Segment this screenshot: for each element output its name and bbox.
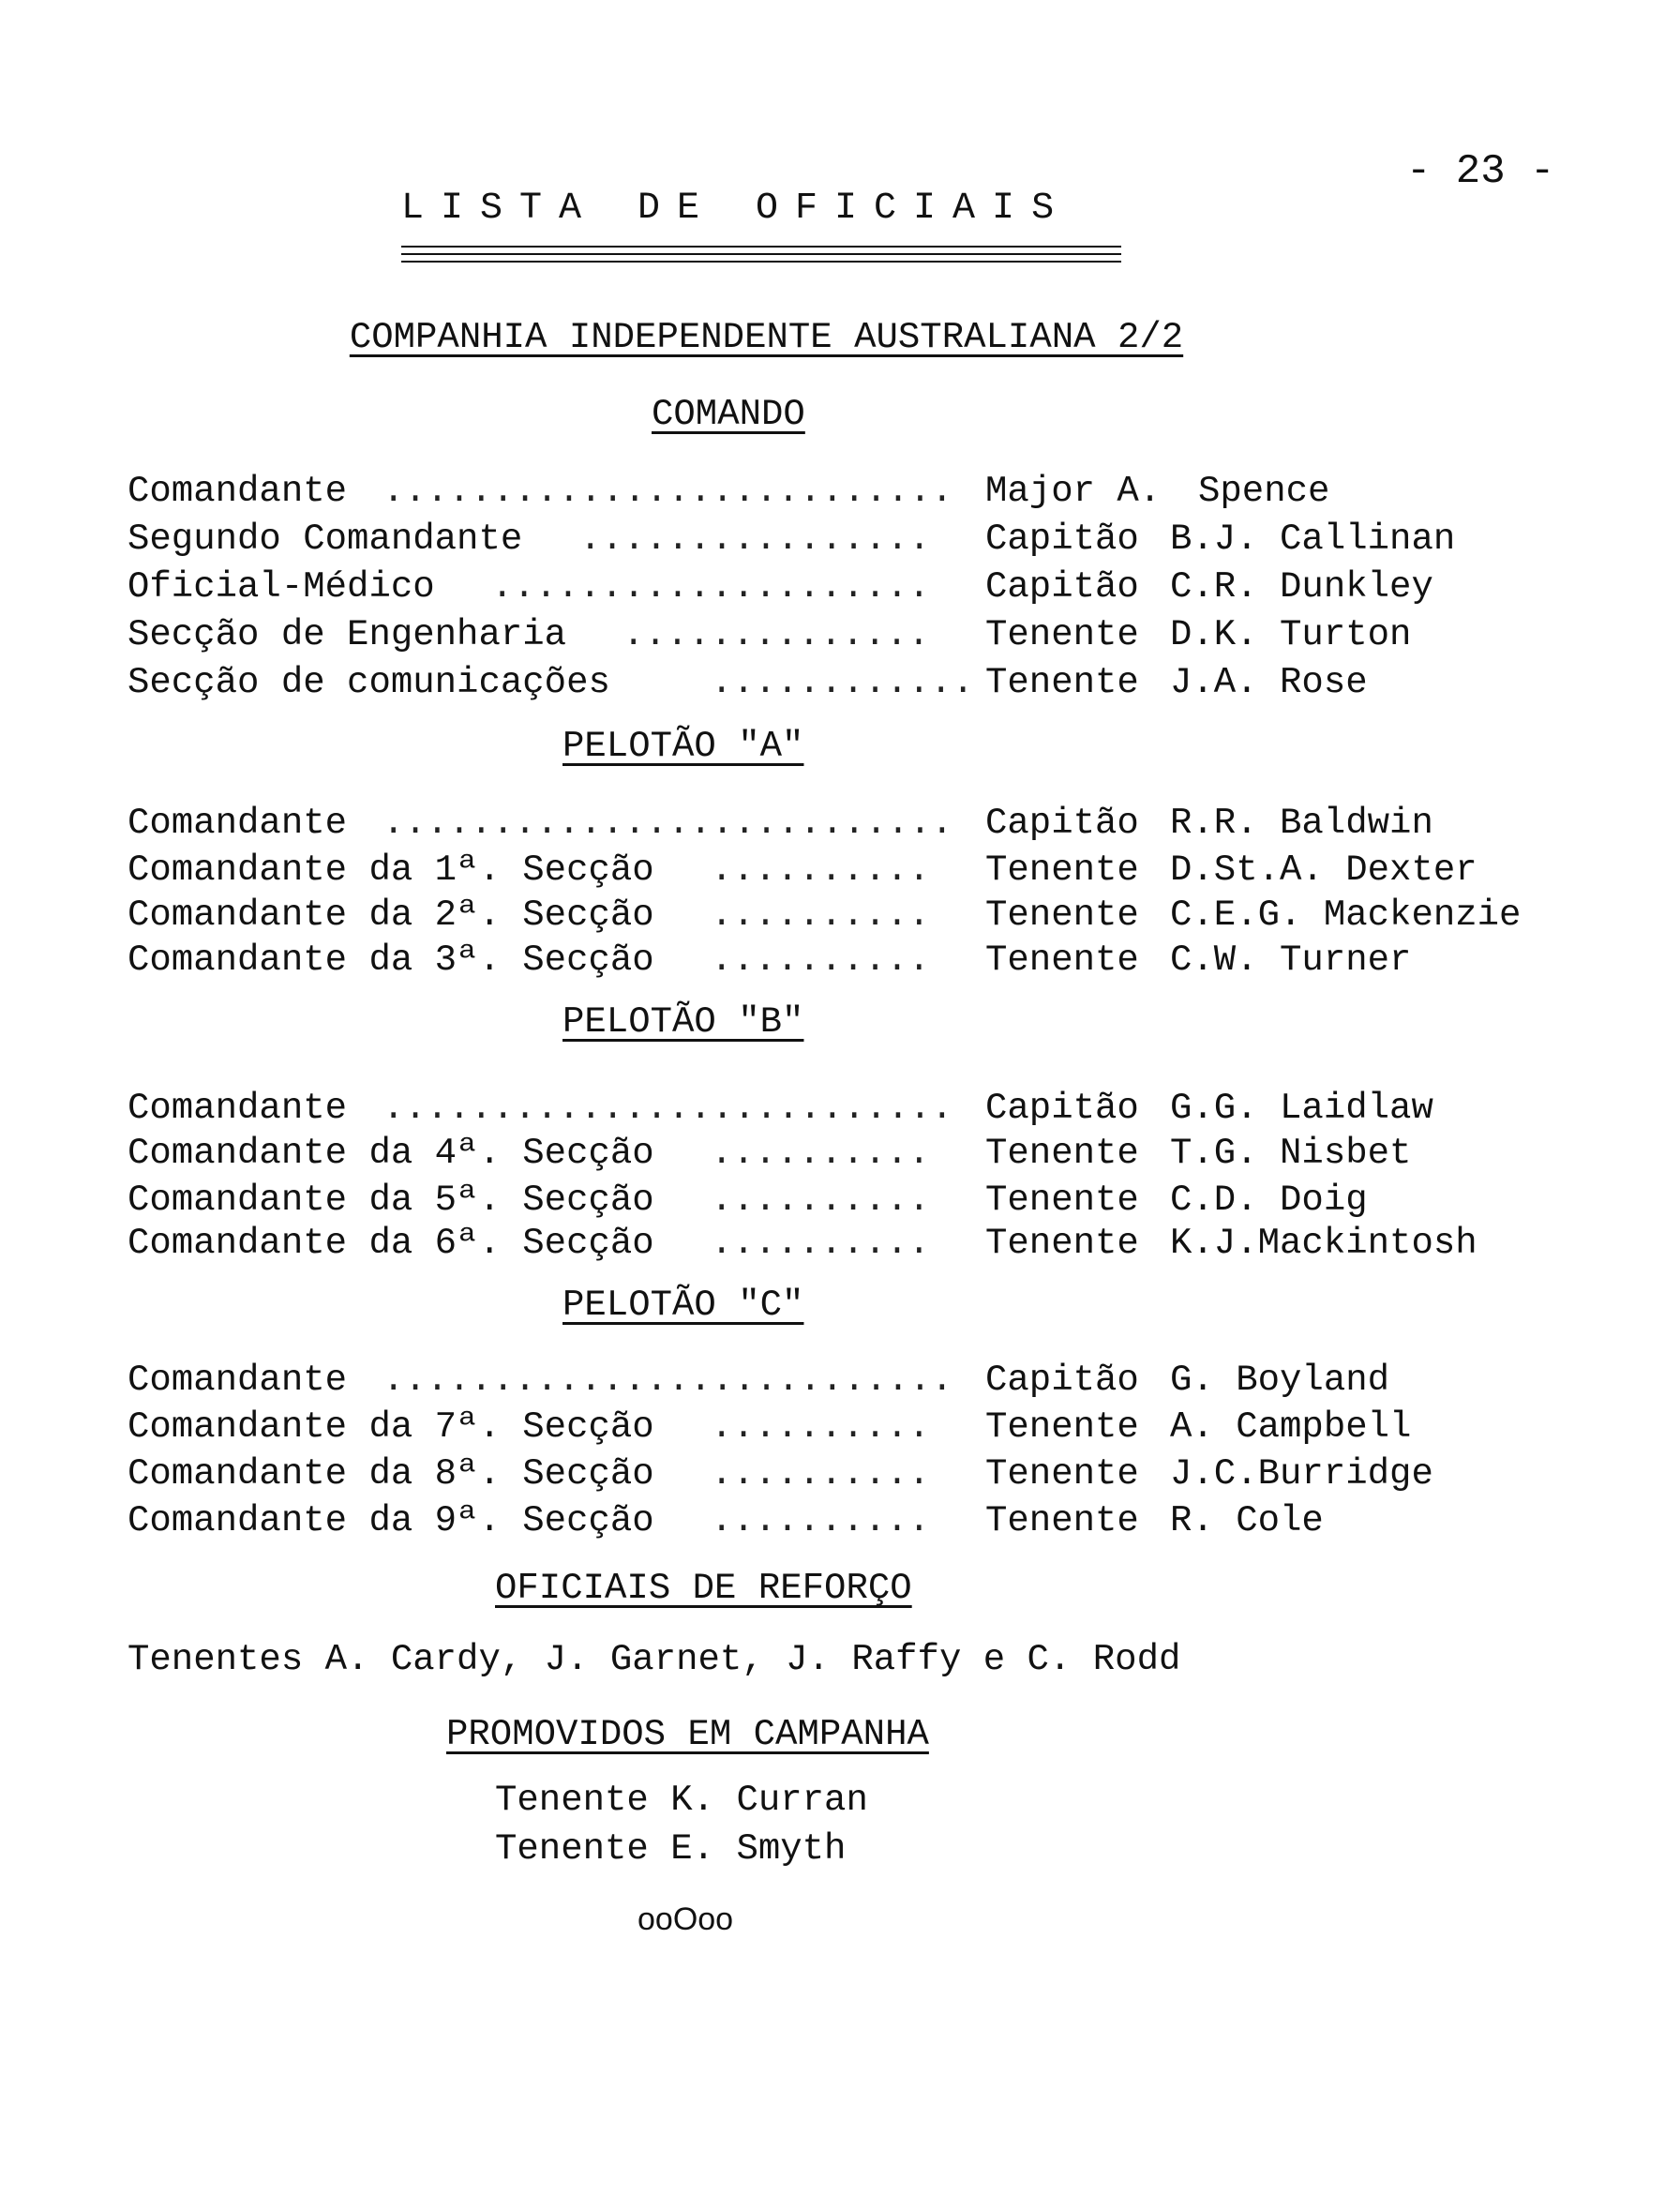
page-number: - 23 - <box>1406 148 1555 195</box>
officer-rank: Tenente <box>985 939 1139 981</box>
leader-dots: .............. <box>622 614 930 655</box>
title-rule-third <box>401 261 1121 263</box>
officer-rank: Tenente <box>985 894 1139 936</box>
role-label: Comandante da 3ª. Secção <box>128 939 654 981</box>
promoted-officer: Tenente E. Smyth <box>495 1828 847 1870</box>
officer-rank: Capitão <box>985 1088 1139 1129</box>
role-label: Comandante <box>128 1360 348 1401</box>
section-heading-pelotao-b: PELOTÃO "B" <box>562 1001 804 1043</box>
officer-name: R. Cole <box>1170 1500 1324 1541</box>
role-label: Comandante da 2ª. Secção <box>128 894 654 936</box>
company-title: COMPANHIA INDEPENDENTE AUSTRALIANA 2/2 <box>349 317 1184 358</box>
officer-name: K.J.Mackintosh <box>1170 1223 1478 1264</box>
role-label: Comandante da 8ª. Secção <box>128 1453 654 1495</box>
leader-dots: .......... <box>711 894 931 936</box>
section-heading-promoted: PROMOVIDOS EM CAMPANHA <box>446 1714 929 1755</box>
leader-dots: .......................... <box>382 1360 953 1401</box>
leader-dots: ............ <box>711 662 974 703</box>
title-rule-bottom <box>401 253 1121 255</box>
officer-rank: Tenente <box>985 849 1139 891</box>
officer-rank: Tenente <box>985 662 1139 703</box>
officer-name: C.E.G. Mackenzie <box>1170 894 1522 936</box>
officer-rank: Tenente <box>985 1500 1139 1541</box>
officer-name: D.St.A. Dexter <box>1170 849 1478 891</box>
role-label: Segundo Comandante <box>128 518 523 560</box>
role-label: Comandante da 6ª. Secção <box>128 1223 654 1264</box>
role-label: Comandante da 7ª. Secção <box>128 1406 654 1448</box>
officer-name: D.K. Turton <box>1170 614 1412 655</box>
role-label: Comandante <box>128 803 348 844</box>
officer-name: R.R. Baldwin <box>1170 803 1433 844</box>
leader-dots: .......... <box>711 1133 931 1174</box>
section-heading-pelotao-c: PELOTÃO "C" <box>562 1285 804 1326</box>
role-label: Secção de Engenharia <box>128 614 567 655</box>
officer-name: C.D. Doig <box>1170 1180 1368 1221</box>
leader-dots: .......... <box>711 1453 931 1495</box>
officer-rank: Tenente <box>985 1453 1139 1495</box>
role-label: Comandante <box>128 1088 348 1129</box>
officer-name: T.G. Nisbet <box>1170 1133 1412 1174</box>
role-label: Comandante da 5ª. Secção <box>128 1180 654 1221</box>
leader-dots: .................... <box>491 566 931 608</box>
officer-rank: Capitão <box>985 803 1139 844</box>
leader-dots: .......................... <box>382 803 953 844</box>
officer-name: J.C.Burridge <box>1170 1453 1433 1495</box>
leader-dots: .......... <box>711 939 931 981</box>
officer-rank: Tenente <box>985 1223 1139 1264</box>
role-label: Secção de comunicações <box>128 662 610 703</box>
section-heading-reinforcement: OFICIAIS DE REFORÇO <box>495 1568 912 1609</box>
officer-rank: Major A. <box>985 471 1162 512</box>
leader-dots: .......... <box>711 1406 931 1448</box>
title-rule-top <box>401 246 1121 248</box>
officer-rank: Capitão <box>985 566 1139 608</box>
leader-dots: .......... <box>711 1223 931 1264</box>
promoted-officer: Tenente K. Curran <box>495 1780 868 1821</box>
leader-dots: .......................... <box>382 471 953 512</box>
officer-name: C.R. Dunkley <box>1170 566 1433 608</box>
role-label: Comandante <box>128 471 348 512</box>
role-label: Comandante da 1ª. Secção <box>128 849 654 891</box>
officer-name: G.G. Laidlaw <box>1170 1088 1433 1129</box>
officer-name: G. Boyland <box>1170 1360 1390 1401</box>
section-heading-comando: COMANDO <box>652 394 805 435</box>
role-label: Comandante da 9ª. Secção <box>128 1500 654 1541</box>
officer-rank: Capitão <box>985 1360 1139 1401</box>
end-mark: ooOoo <box>638 1901 734 1937</box>
officer-name: C.W. Turner <box>1170 939 1412 981</box>
officer-name: J.A. Rose <box>1170 662 1368 703</box>
officer-name: Spence <box>1198 471 1330 512</box>
officer-rank: Tenente <box>985 1406 1139 1448</box>
reinforcement-officers: Tenentes A. Cardy, J. Garnet, J. Raffy e C. Rodd <box>128 1639 1181 1680</box>
officer-rank: Tenente <box>985 1180 1139 1221</box>
officer-rank: Capitão <box>985 518 1139 560</box>
document-title: LISTA DE OFICIAIS <box>401 188 1072 230</box>
leader-dots: .......... <box>711 849 931 891</box>
leader-dots: ................ <box>579 518 931 560</box>
section-heading-pelotao-a: PELOTÃO "A" <box>562 726 804 767</box>
role-label: Oficial-Médico <box>128 566 435 608</box>
leader-dots: .......................... <box>382 1088 953 1129</box>
officer-rank: Tenente <box>985 1133 1139 1174</box>
role-label: Comandante da 4ª. Secção <box>128 1133 654 1174</box>
officer-name: B.J. Callinan <box>1170 518 1456 560</box>
leader-dots: .......... <box>711 1500 931 1541</box>
officer-rank: Tenente <box>985 614 1139 655</box>
leader-dots: .......... <box>711 1180 931 1221</box>
officer-name: A. Campbell <box>1170 1406 1412 1448</box>
